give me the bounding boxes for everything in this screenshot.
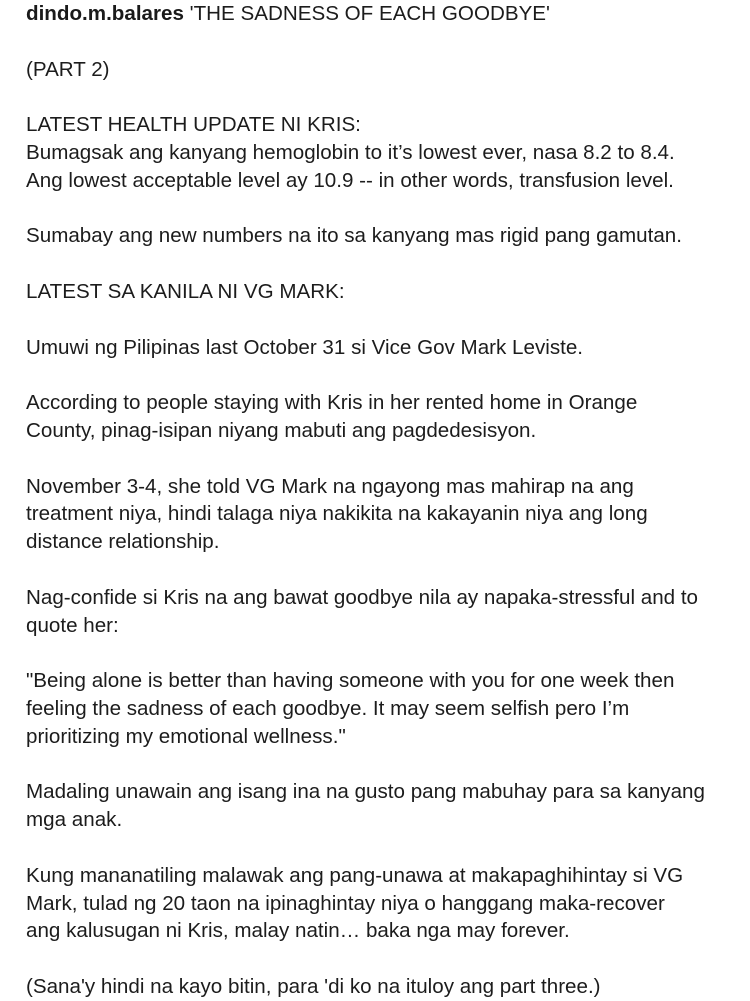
username-link[interactable]: dindo.m.balares [26, 2, 184, 25]
caption-body [26, 56, 738, 1001]
caption-line: County, pinag-isipan niyang mabuti ang pagdedesisyon. [26, 418, 537, 442]
caption-paragraph [26, 584, 738, 640]
caption-paragraph [26, 778, 738, 834]
caption-paragraph [26, 473, 738, 556]
caption-paragraph [26, 862, 738, 945]
caption-line: Bumagsak ang kanyang hemoglobin to it’s lowest ever, nasa 8.2 to 8.4. [26, 140, 675, 164]
caption-line: distance relationship. [26, 530, 220, 554]
caption-line: According to people staying with Kris in her rented home in Orange [26, 391, 638, 415]
caption-paragraph [26, 334, 738, 362]
caption-paragraph [26, 389, 738, 445]
caption-line: treatment niya, hindi talaga niya nakikita na kakayanin niya ang long [26, 502, 648, 526]
caption-line: (PART 2) [26, 57, 110, 81]
caption-line: ang kalusugan ni Kris, malay natin… baka nga may forever. [26, 919, 570, 943]
post-title: 'THE SADNESS OF EACH GOODBYE' [183, 2, 550, 25]
caption-line: mga anak. [26, 808, 123, 832]
caption-header [26, 0, 738, 28]
caption-paragraph [26, 111, 738, 194]
caption-line: feeling the sadness of each goodbye. It may seem selfish pero I’m [26, 696, 630, 720]
caption-line: LATEST HEALTH UPDATE NI KRIS: [26, 113, 361, 137]
caption-line: Umuwi ng Pilipinas last October 31 si Vice Gov Mark Leviste. [26, 335, 584, 359]
caption-line: Mark, tulad ng 20 taon na ipinaghintay niya o hanggang maka-recover [26, 891, 665, 915]
caption-paragraph [26, 973, 738, 1001]
caption-line: quote her: [26, 613, 119, 637]
caption-line: Nag-confide si Kris na ang bawat goodbye nila ay napaka-stressful and to [26, 585, 698, 609]
caption-line: "Being alone is better than having someone with you for one week then [26, 669, 675, 693]
caption-line: Madaling unawain ang isang ina na gusto pang mabuhay para sa kanyang [26, 780, 705, 804]
caption-paragraph [26, 56, 738, 84]
caption-line: (Sana'y hindi na kayo bitin, para 'di ko na ituloy ang part three.) [26, 974, 601, 998]
caption-paragraph [26, 222, 738, 250]
caption-line: November 3-4, she told VG Mark na ngayong mas mahirap na ang [26, 474, 634, 498]
caption-line: Kung mananatiling malawak ang pang-unawa at makapaghihintay si VG [26, 863, 684, 887]
post-caption [26, 0, 738, 1001]
caption-line: LATEST SA KANILA NI VG MARK: [26, 279, 345, 303]
caption-paragraph [26, 278, 738, 306]
caption-paragraph [26, 667, 738, 750]
caption-line: prioritizing my emotional wellness." [26, 724, 346, 748]
caption-line: Sumabay ang new numbers na ito sa kanyang mas rigid pang gamutan. [26, 224, 682, 248]
caption-line: Ang lowest acceptable level ay 10.9 -- in other words, transfusion level. [26, 168, 674, 192]
